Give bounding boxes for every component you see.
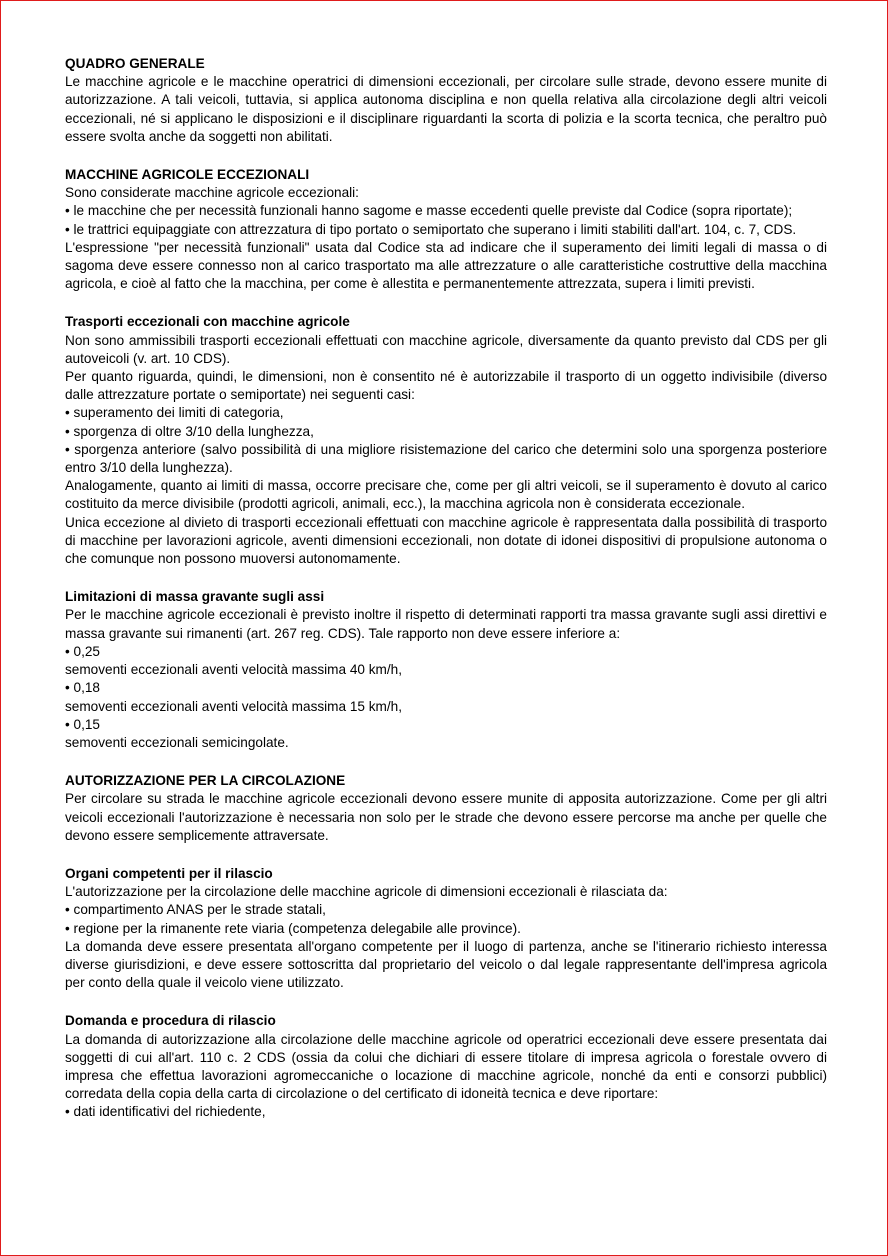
bullet-item: • le macchine che per necessità funzionali hanno sagome e masse eccedenti quelle previste dal Codice (sopra riportate);	[65, 203, 793, 219]
paragraph: Le macchine agricole e le macchine operatrici di dimensioni eccezionali, per circolare sulle strade, devono essere munite di autorizzazione. A tali veicoli, tuttavia, si applica autonoma disciplina e non quella relativa alla circolazione degli altri veicoli eccezionali, né si applicano le disposizioni e il disciplinare riguardanti la scorta di polizia e la scorta tecnica, che peraltro può essere svolta anche da soggetti non abilitati.	[65, 74, 827, 144]
section-heading: QUADRO GENERALE	[65, 56, 205, 71]
bullet-item: • sporgenza anteriore (salvo possibilità di una migliore risistemazione del carico che determini solo una sporgenza posteriore entro 3/10 della lunghezza).	[65, 441, 827, 476]
section-limitazioni-massa	[65, 588, 827, 752]
paragraph: La domanda deve essere presentata all'organo competente per il luogo di partenza, anche se l'itinerario richiesto interessa diverse giurisdizioni, e deve essere sottoscritta dal proprietario del veicolo o dal legale rappresentante dell'impresa agricola per conto della quale il veicolo viene utilizzato.	[65, 938, 827, 991]
section-heading: Organi competenti per il rilascio	[65, 865, 273, 881]
paragraph: La domanda di autorizzazione alla circolazione delle macchine agricole od operatrici eccezionali deve essere presentata dai soggetti di cui all'art. 110 c. 2 CDS (ossia da colui che dichiari di essere titolare di impresa agricola o forestale ovvero di impresa che effettua lavorazioni agromeccaniche o locazione di macchine agricole, nonché da enti e consorzi pubblici) corredata della copia della carta di circolazione o del certificato di idoneità tecnica e deve riportare:	[65, 1031, 827, 1102]
paragraph: Non sono ammissibili trasporti eccezionali effettuati con macchine agricole, diversamente da quanto previsto dal CDS per gli autoveicoli (v. art. 10 CDS).	[65, 332, 827, 366]
paragraph: L'espressione "per necessità funzionali" usata dal Codice sta ad indicare che il superamento dei limiti legali di massa o di sagoma deve essere connesso non al carico trasportato ma alle attrezzature o alle caratteristiche costruttive della macchina agricola, e cioè al fatto che la macchina, per come è allestita e permanentemente attrezzata, supera i limiti previsti.	[65, 239, 827, 292]
list-line: semoventi eccezionali aventi velocità massima 15 km/h,	[65, 698, 402, 714]
section-autorizzazione	[65, 772, 827, 845]
bullet-item: • 0,18	[65, 680, 100, 696]
document-body	[65, 55, 827, 1142]
paragraph: Analogamente, quanto ai limiti di massa, occorre precisare che, come per gli altri veicoli, se il superamento è dovuto al carico costituito da merce divisibile (prodotti agricoli, animali, ecc.), la macchina agricola non è considerata eccezionale.	[65, 478, 827, 512]
section-macchine-agricole-eccezionali	[65, 166, 827, 293]
bullet-item: • 0,25	[65, 643, 100, 659]
bullet-item: • sporgenza di oltre 3/10 della lunghezza,	[65, 423, 314, 439]
bullet-item: • compartimento ANAS per le strade statali,	[65, 902, 326, 918]
list-line: semoventi eccezionali aventi velocità massima 40 km/h,	[65, 662, 402, 678]
section-heading: Domanda e procedura di rilascio	[65, 1013, 276, 1029]
section-heading: MACCHINE AGRICOLE ECCEZIONALI	[65, 167, 310, 183]
section-quadro-generale	[65, 55, 827, 146]
section-heading: AUTORIZZAZIONE PER LA CIRCOLAZIONE	[65, 773, 346, 789]
bullet-item: • dati identificativi del richiedente,	[65, 1104, 266, 1120]
bullet-item: • superamento dei limiti di categoria,	[65, 405, 284, 421]
bullet-item: • regione per la rimanente rete viaria (competenza delegabile alle province).	[65, 920, 521, 936]
paragraph: Sono considerate macchine agricole eccezionali:	[65, 185, 359, 201]
section-heading: Trasporti eccezionali con macchine agricole	[65, 314, 350, 330]
paragraph: Per circolare su strada le macchine agricole eccezionali devono essere munite di apposita autorizzazione. Come per gli altri veicoli eccezionali l'autorizzazione è necessaria non solo per le strade che devono essere percorse ma anche per quelle che devono essere semplicemente attraversate.	[65, 791, 827, 843]
section-domanda-procedura	[65, 1012, 827, 1121]
bullet-item: • 0,15	[65, 716, 100, 732]
paragraph: Unica eccezione al divieto di trasporti eccezionali effettuati con macchine agricole è rappresentata dalla possibilità di trasporto di macchine per lavorazioni agricole, aventi dimensioni eccezionali, non dotate di idonei dispositivi di propulsione autonoma o che comunque non possono muoversi autonomamente.	[65, 514, 827, 567]
paragraph: Per le macchine agricole eccezionali è previsto inoltre il rispetto di determinati rapporti tra massa gravante sugli assi direttivi e massa gravante sui rimanenti (art. 267 reg. CDS). Tale rapporto non deve essere inferiore a:	[65, 607, 827, 641]
bullet-item: • le trattrici equipaggiate con attrezzatura di tipo portato o semiportato che superano i limiti stabiliti dall'art. 104, c. 7, CDS.	[65, 221, 797, 237]
section-heading: Limitazioni di massa gravante sugli assi	[65, 589, 325, 605]
section-trasporti-eccezionali	[65, 313, 827, 568]
section-organi-competenti	[65, 865, 827, 992]
paragraph: Per quanto riguarda, quindi, le dimensioni, non è consentito né è autorizzabile il trasporto di un oggetto indivisibile (diverso dalle attrezzature portate o semiportate) nei seguenti casi:	[65, 369, 827, 403]
paragraph: L'autorizzazione per la circolazione delle macchine agricole di dimensioni eccezionali è rilasciata da:	[65, 884, 668, 900]
list-line: semoventi eccezionali semicingolate.	[65, 734, 289, 750]
